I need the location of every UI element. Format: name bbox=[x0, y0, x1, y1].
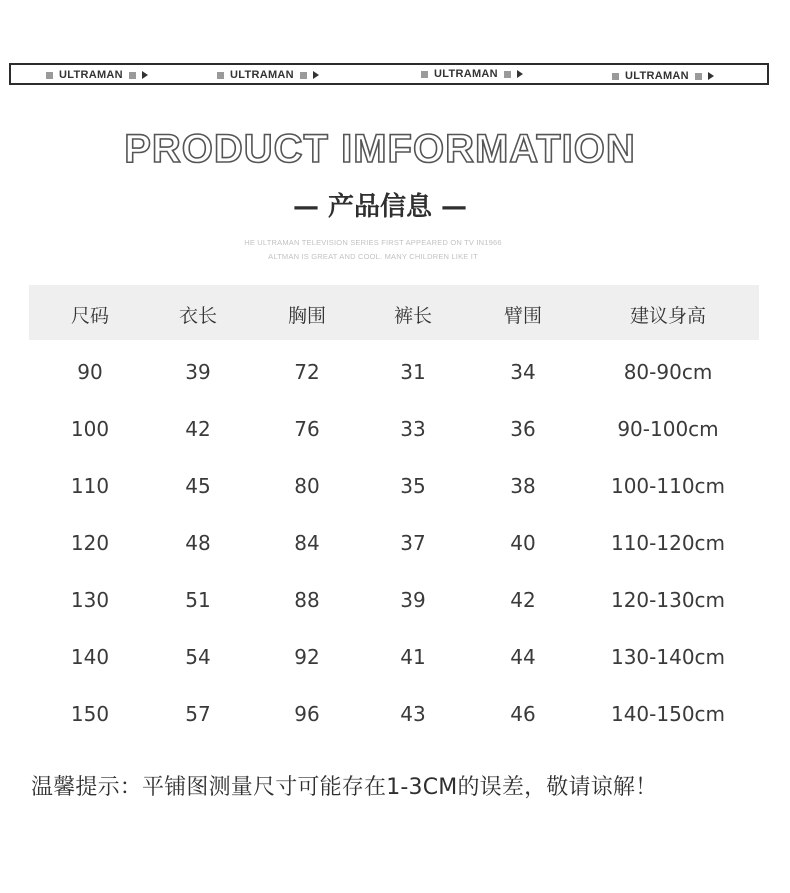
table-cell: 39 bbox=[185, 360, 211, 384]
table-cell: 38 bbox=[510, 474, 536, 498]
arrow-right-icon bbox=[708, 72, 714, 80]
table-cell: 36 bbox=[510, 417, 536, 441]
square-icon bbox=[504, 71, 511, 78]
table-cell: 90 bbox=[77, 360, 103, 384]
column-header: 裤长 bbox=[393, 305, 433, 327]
table-cell: 40 bbox=[510, 531, 536, 555]
subtitle-line-1: HE ULTRAMAN TELEVISION SERIES FIRST APPEARED ON TV IN1966 bbox=[244, 238, 502, 247]
table-cell: 72 bbox=[294, 360, 320, 384]
arrow-right-icon bbox=[517, 70, 523, 78]
table-cell: 45 bbox=[185, 474, 211, 498]
table-cell: 54 bbox=[185, 645, 211, 669]
table-cell: 110 bbox=[70, 474, 110, 498]
table-cell: 80 bbox=[294, 474, 320, 498]
table-cell: 35 bbox=[400, 474, 426, 498]
table-cell: 140-150cm bbox=[610, 702, 726, 726]
table-cell: 42 bbox=[185, 417, 211, 441]
table-cell: 120-130cm bbox=[610, 588, 726, 612]
arrow-right-icon bbox=[142, 71, 148, 79]
banner-label: ULTRAMAN bbox=[434, 68, 498, 80]
banner-item bbox=[217, 66, 319, 84]
table-cell: 130 bbox=[70, 588, 110, 612]
table-cell: 41 bbox=[400, 645, 426, 669]
table-cell: 96 bbox=[294, 702, 320, 726]
arrow-right-icon bbox=[313, 71, 319, 79]
column-header: 臂围 bbox=[503, 305, 543, 327]
table-cell: 150 bbox=[70, 702, 110, 726]
table-cell: 39 bbox=[400, 588, 426, 612]
table-cell: 31 bbox=[400, 360, 426, 384]
table-cell: 76 bbox=[294, 417, 320, 441]
table-cell: 120 bbox=[70, 531, 110, 555]
table-cell: 88 bbox=[294, 588, 320, 612]
table-cell: 84 bbox=[294, 531, 320, 555]
table-cell: 130-140cm bbox=[610, 645, 726, 669]
column-header: 尺码 bbox=[70, 305, 110, 327]
column-header: 建议身高 bbox=[629, 305, 707, 327]
square-icon bbox=[46, 72, 53, 79]
table-cell: 80-90cm bbox=[623, 360, 713, 384]
table-cell: 46 bbox=[510, 702, 536, 726]
banner-item bbox=[612, 67, 714, 85]
table-cell: 100 bbox=[70, 417, 110, 441]
square-icon bbox=[129, 72, 136, 79]
square-icon bbox=[300, 72, 307, 79]
table-cell: 140 bbox=[70, 645, 110, 669]
brand-banner bbox=[9, 63, 769, 85]
banner-item bbox=[421, 65, 523, 83]
column-header: 衣长 bbox=[178, 305, 218, 327]
square-icon bbox=[421, 71, 428, 78]
table-cell: 37 bbox=[400, 531, 426, 555]
footer-note: 温馨提示：平铺图测量尺寸可能存在1-3CM的误差，敬请谅解！ bbox=[31, 775, 658, 800]
table-cell: 34 bbox=[510, 360, 536, 384]
table-cell: 48 bbox=[185, 531, 211, 555]
column-header: 胸围 bbox=[287, 305, 327, 327]
square-icon bbox=[612, 73, 619, 80]
product-information-title: PRODUCT IMFORMATION bbox=[124, 127, 636, 171]
table-cell: 42 bbox=[510, 588, 536, 612]
banner-label: ULTRAMAN bbox=[59, 69, 123, 81]
table-cell: 92 bbox=[294, 645, 320, 669]
table-cell: 110-120cm bbox=[610, 531, 726, 555]
table-cell: 43 bbox=[400, 702, 426, 726]
table-cell: 57 bbox=[185, 702, 211, 726]
table-cell: 51 bbox=[185, 588, 211, 612]
subtitle-line-2: ALTMAN IS GREAT AND COOL. MANY CHILDREN LIKE IT bbox=[268, 252, 478, 261]
banner-label: ULTRAMAN bbox=[230, 69, 294, 81]
square-icon bbox=[217, 72, 224, 79]
table-cell: 90-100cm bbox=[617, 417, 719, 441]
table-cell: 100-110cm bbox=[610, 474, 726, 498]
table-cell: 33 bbox=[400, 417, 426, 441]
table-cell: 44 bbox=[510, 645, 536, 669]
banner-label: ULTRAMAN bbox=[625, 70, 689, 82]
product-info-cn-title: — 产品信息 — bbox=[292, 192, 468, 222]
square-icon bbox=[695, 73, 702, 80]
banner-item bbox=[46, 66, 148, 84]
